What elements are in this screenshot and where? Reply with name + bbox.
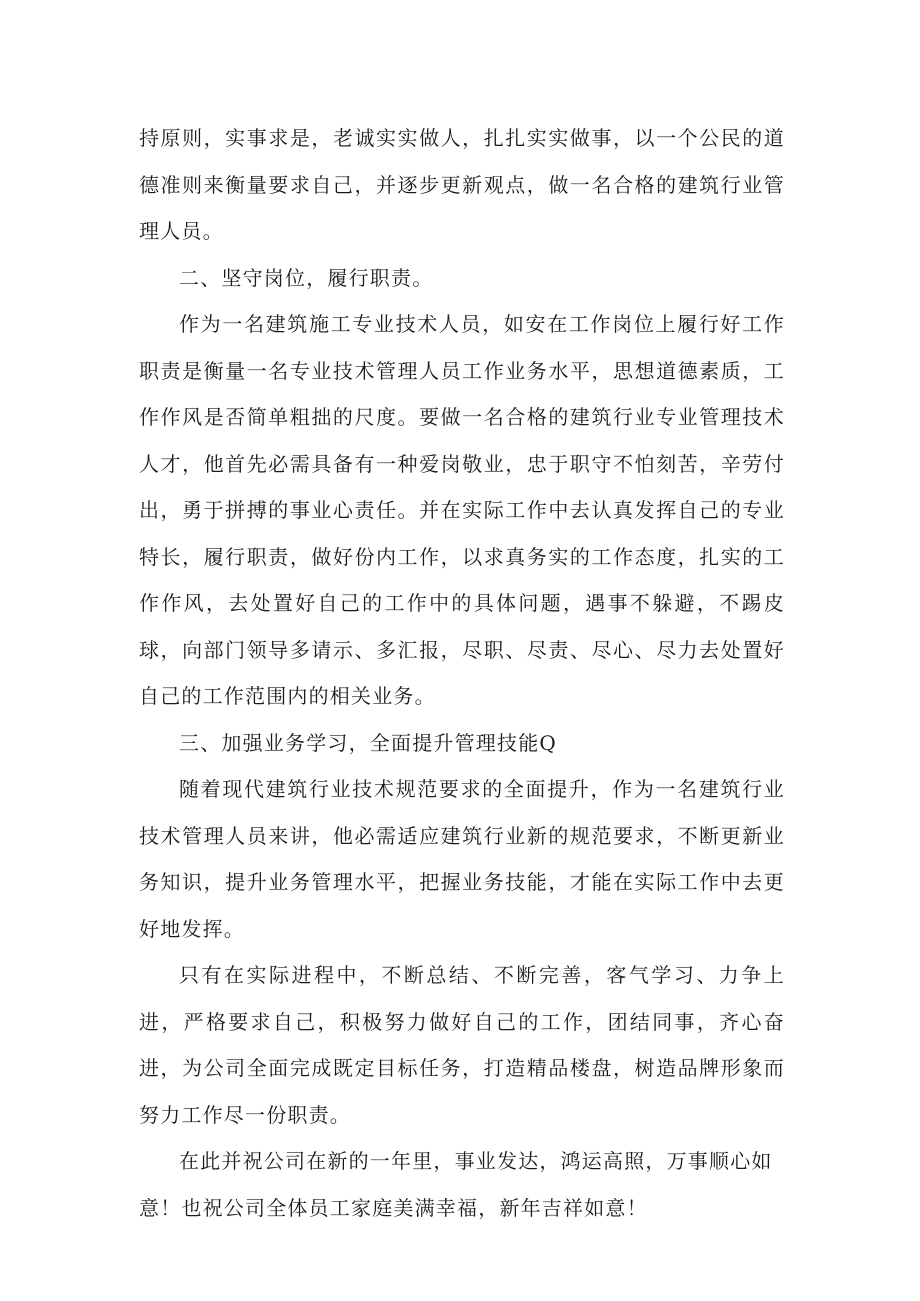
section-heading-2: 二、坚守岗位，履行职责。 — [179, 265, 434, 290]
paragraph-learning: 随着现代建筑行业技术规范要求的全面提升，作为一名建筑行业技术管理人员来讲，他必需适应建筑行业新的规范要求，不断更新业务知识，提升业务管理水平，把握业务技能，才能在实际工作中去更好地发挥。 — [139, 777, 785, 941]
closing-line-2: 意！也祝公司全体员工家庭美满幸福，新年吉祥如意！ — [139, 1195, 648, 1220]
closing-wishes — [139, 1138, 785, 1231]
paragraph-duties: 作为一名建筑施工专业技术人员，如安在工作岗位上履行好工作职责是衡量一名专业技术管理人员工作业务水平，思想道德素质，工作作风是否简单粗拙的尺度。要做一名合格的建筑行业专业管理技术人才，他首先必需具备有一种爱岗敬业，忠于职守不怕刻苦，辛劳付出，勇于拼搏的事业心责任。并在实际工作中去认真发挥自己的专业特长，履行职责，做好份内工作，以求真务实的工作态度，扎实的工作作风，去处置好自己的工作中的具体问题，遇事不躲避，不踢皮球，向部门领导多请示、多汇报，尽职、尽责、尽心、尽力去处置好自己的工作范围内的相关业务。 — [139, 312, 785, 708]
section-heading-3: 三、加强业务学习，全面提升管理技能Q — [179, 730, 557, 755]
paragraph-progress: 只有在实际进程中，不断总结、不断完善，客气学习、力争上进，严格要求自己，积极努力做好自己的工作，团结同事，齐心奋进，为公司全面完成既定目标任务，打造精品楼盘，树造品牌形象而努力工作尽一份职责。 — [139, 963, 785, 1127]
document-body — [139, 115, 785, 1231]
closing-line-1: 在此并祝公司在新的一年里，事业发达，鸿运高照，万事顺心如 — [179, 1149, 773, 1173]
paragraph-continuation: 持原则，实事求是，老诚实实做人，扎扎实实做事，以一个公民的道德准则来衡量要求自己，并逐步更新观点，做一名合格的建筑行业管理人员。 — [139, 126, 785, 243]
